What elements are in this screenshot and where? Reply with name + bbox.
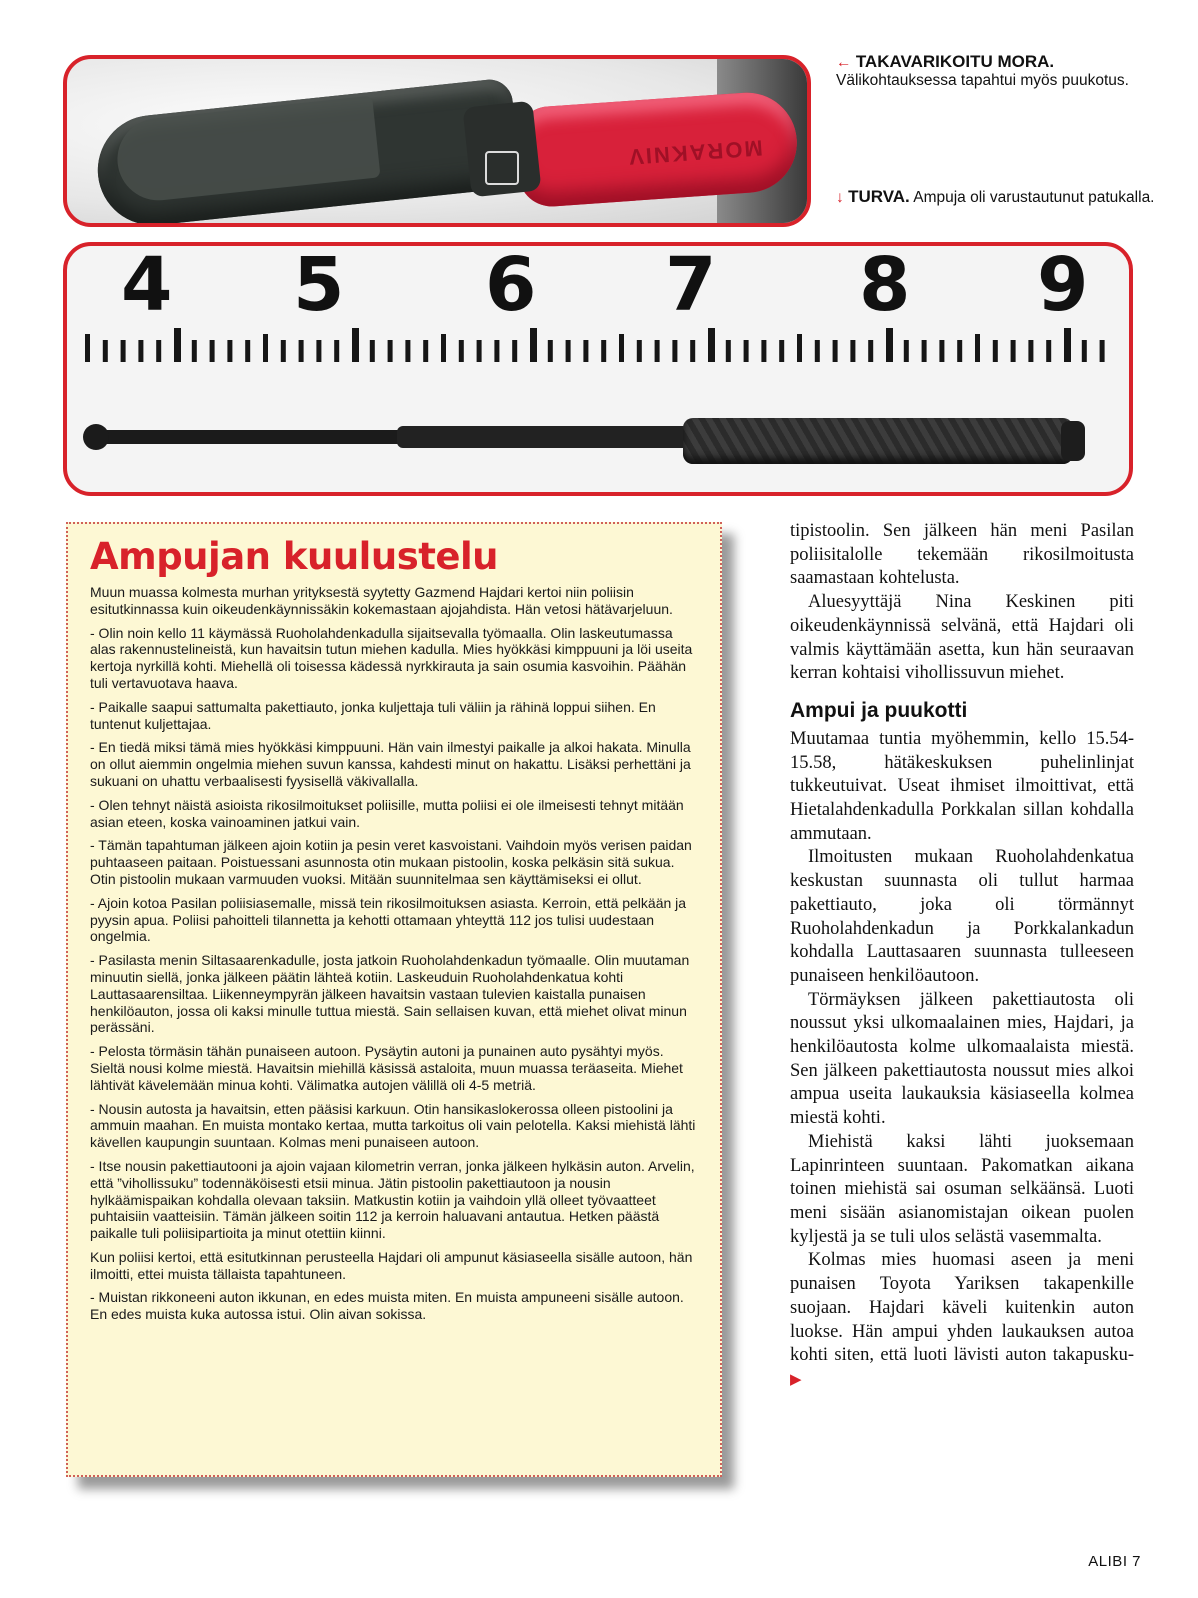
ruler-tick — [1064, 328, 1071, 362]
caption-heading: TURVA. — [848, 187, 910, 206]
ruler-tick — [138, 340, 143, 362]
ruler-tick — [583, 340, 588, 362]
sidebar-body — [90, 584, 700, 1323]
article-body — [790, 728, 1134, 1392]
down-arrow-icon: ↓ — [836, 189, 844, 206]
article-paragraph — [790, 846, 1134, 988]
mora-logo-icon — [485, 151, 519, 185]
article-paragraph — [790, 1131, 1134, 1250]
interrogation-sidebar — [66, 522, 722, 1477]
ruler-tick — [85, 334, 90, 362]
ruler-tick — [797, 334, 802, 362]
left-arrow-icon: ← — [836, 54, 852, 71]
ruler-tick — [210, 340, 215, 362]
article-paragraph-text: Miehistä kaksi lähti juoksemaan Lapinrinteen suuntaan. Pakomatkan aikana toinen miehistä sai osuman selkäänsä. Luoti meni sisään asianomistajan oikean puolen kyljestä ja se tuli ulos selästä vasemmalta. — [790, 1131, 1134, 1247]
ruler-tick — [459, 340, 464, 362]
ruler-tick — [512, 340, 517, 362]
sidebar-paragraph: - En tiedä miksi tämä mies hyökkäsi kimppuuni. Hän vain ilmestyi paikalle ja alkoi hakata. Minulla on ollut aiemmin ongelmia miehen suvun kanssa, kahdesti minut on hakattu. Lisäksi perhettäni ja sukuani on uhattu verbaalisesti fyysisellä väkivallalla. — [90, 739, 691, 789]
sidebar-paragraph: - Tämän tapahtuman jälkeen ajoin kotiin ja pesin veret kasvoistani. Vaihdoin myös verisen paidan puhtaaseen paitaan. Poistuessani asunnosta otin mukaan pistoolin, koska pelkäsin sitä sukua. Otin pistoolin mukaan varmuuden vuoksi. Mitään suunnitelmaa sen käyttämiseksi ei ollut. — [90, 837, 692, 887]
article-column — [790, 520, 1134, 1392]
ruler-number: 8 — [859, 242, 911, 328]
ruler-tick — [779, 340, 784, 362]
article-paragraph: tipistoolin. Sen jälkeen hän meni Pasilan poliisitalolle tekemään rikosilmoitusta saamastaan kohtelusta. — [790, 521, 1134, 589]
baton-end-cap — [1061, 421, 1085, 461]
ruler-number: 5 — [293, 242, 345, 328]
ruler-tick — [352, 328, 359, 362]
ruler-tick — [993, 340, 998, 362]
ruler-number: 9 — [1037, 242, 1089, 328]
ruler-tick — [1046, 340, 1051, 362]
page-folio: ALIBI 7 — [1088, 1553, 1141, 1570]
baton-grip — [683, 418, 1073, 464]
sidebar-paragraph: - Paikalle saapui sattumalta pakettiauto, jonka kuljettaja tuli väliin ja rähinä loppui siihen. En tuntenut kuljettajaa. — [90, 698, 656, 732]
sidebar-paragraph: - Pasilasta menin Siltasaarenkadulle, josta jatkoin Ruoholahdenkadun työmaalle. Olin muutaman minuutin siellä, jonka jälkeen päätin lähteä kotiin. Laskeuduin Ruoholahdenkatua kohti Lauttasaarensiltaa. Liikenneympyrän jälkeen havaitsin vastaan tulevien kaistalla punaisen henkilöauton, jossa oli kaksi minulle tuttua miestä. Sain sellaisen kuvan, että miehet olivat minun perässäni. — [90, 952, 690, 1036]
article-paragraph-text: Ilmoitusten mukaan Ruoholahdenkatua keskustan suunnasta oli tullut harmaa pakettiauto, joka oli törmännyt Ruoholahdenkadun ja Porkkalankadun kohdalla Lauttasaaren suunnasta tulleeseen punaiseen henkilöautoon. — [790, 847, 1134, 986]
ruler-tick — [744, 340, 749, 362]
sidebar-paragraph: - Ajoin kotoa Pasilan poliisiasemalle, missä tein rikosilmoituksen asiasta. Kerroin, että pelkään ja pyysin apua. Poliisi pahoitteli tilannetta ja kehotti ottamaan yhteyttä 112 jos tulisi uudestaan ongelmia. — [90, 894, 687, 945]
article-paragraph — [790, 1249, 1134, 1391]
ruler-tick — [174, 328, 181, 362]
ruler-tick — [957, 340, 962, 362]
ruler-number: 6 — [485, 242, 537, 328]
ruler-tick — [370, 340, 375, 362]
ruler-tick — [761, 340, 766, 362]
sidebar-paragraph: - Pelosta törmäsin tähän punaiseen autoon. Pysäytin autoni ja punainen auto pysähtyi myös. Sieltä nousi kolme miestä. Havaitsin miehillä käsissä astaloita, muun muassa teräaseita. Miehet lähtivät kävelemään minua kohti. Välimatka autojen välillä oli 4-5 metriä. — [90, 1043, 683, 1093]
ruler-tick — [708, 328, 715, 362]
ruler-tick — [245, 340, 250, 362]
ruler-tick — [299, 340, 304, 362]
article-intro — [790, 520, 1134, 686]
sidebar-paragraph: Kun poliisi kertoi, että esitutkinnan perusteella Hajdari oli ampunut käsiaseella sisälle autoon, hän ilmoitti, ettei muista tällaista tapahtuneen. — [90, 1248, 693, 1282]
ruler-tick — [939, 340, 944, 362]
ruler-tick — [975, 334, 980, 362]
ruler-tick — [1082, 340, 1087, 362]
ruler-tick — [655, 340, 660, 362]
sidebar-paragraph: - Itse nousin pakettiautooni ja ajoin vajaan kilometrin verran, jonka jälkeen hylkäsin auton. Arvelin, että ”vihollissuku” todennäköisesti etsii minua. Jätin pistoolin pakettiautoon ja nousin hylkäämispaikan kohdalla olevaan taksiin. Matkustin kotiin ja vaihdoin yllä olleet työvaatteet puhtaisiin vaatteisiin. Tämän jälkeen soitin 112 ja kerroin haluavani antautua. Hetken päästä paikalle tuli poliisipartioita ja minut otettiin kiinni. — [90, 1157, 695, 1242]
continue-arrow-icon: ▶ — [790, 1369, 802, 1388]
ruler-tick — [868, 340, 873, 362]
caption-text: Ampuja oli varustautunut patukalla. — [913, 189, 1155, 206]
sidebar-paragraph: - Olin noin kello 11 käymässä Ruoholahdenkadulla sijaitsevalla työmaalla. Olin laskeutumassa alas rakennustelineistä, kun havaitsin tutun miehen kadulla. Mies hyökkäsi kimppuuni ja löi useita kertoja nyrkillä kohti. Miehellä oli toisessa kädessä nyrkkirauta ja sain osumia kasvoihin. Päähän tuli vertavuotava haava. — [90, 624, 693, 691]
article-paragraph-text: Kolmas mies huomasi aseen ja meni punaisen Toyota Yariksen takapenkille suojaan. Hajdari käveli kuitenkin auton luokse. Hän ampui yhden laukauksen autoa kohti siten, että luoti lävisti auton takapusku- — [790, 1250, 1134, 1366]
ruler-tick — [477, 340, 482, 362]
article-paragraph — [790, 728, 1134, 847]
article-paragraph-text: Törmäyksen jälkeen pakettiautosta oli noussut yksi ulkomaalainen mies, Hajdari, ja henkilöautosta kolme ulkomaalaista miestä. Sen jälkeen pakettiautosta noussut mies alkoi ampua useita laukauksia käsiaseella kolmea miestä kohti. — [790, 989, 1134, 1129]
ruler-tick — [334, 340, 339, 362]
ruler-tick — [1011, 340, 1016, 362]
knife-brand-text: MORAKNIV — [626, 135, 764, 170]
ruler-tick — [886, 328, 893, 362]
ruler-tick — [1100, 340, 1105, 362]
ruler-tick — [121, 340, 126, 362]
ruler-tick — [316, 340, 321, 362]
baton-middle — [397, 426, 697, 448]
caption-text: Välikohtauksessa tapahtui myös puukotus. — [836, 72, 1129, 89]
baton-photo — [63, 242, 1133, 496]
ruler-number: 7 — [665, 242, 717, 328]
ruler-tick — [548, 340, 553, 362]
ruler-tick — [922, 340, 927, 362]
ruler-tick — [1028, 340, 1033, 362]
ruler-tick — [388, 340, 393, 362]
ruler-tick — [441, 334, 446, 362]
sidebar-paragraph: - Nousin autosta ja havaitsin, etten pääsisi karkuun. Otin hansikaslokerossa olleen pistoolini ja ammuin maahan. En muista montako kertaa, mutta tarkoitus oli vain pelotella. Kaksi miehistä lähti kävellen kaupungin suuntaan. Kolmas meni punaiseen autoon. — [90, 1100, 696, 1151]
knife-caption — [836, 53, 1156, 90]
ruler-tick — [405, 340, 410, 362]
ruler-tick — [103, 340, 108, 362]
ruler-tick — [637, 340, 642, 362]
ruler-numbers — [67, 242, 1129, 328]
sidebar-title: Ampujan kuulustelu — [90, 535, 499, 578]
article-paragraph — [790, 989, 1134, 1131]
ruler-tick — [227, 340, 232, 362]
ruler-tick — [850, 340, 855, 362]
ruler-tick — [192, 340, 197, 362]
ruler-number: 4 — [121, 242, 173, 328]
ruler-tick — [690, 340, 695, 362]
ruler-tick — [833, 340, 838, 362]
ruler-tick — [726, 340, 731, 362]
sidebar-paragraph: Muun muassa kolmesta murhan yrityksestä syytetty Gazmend Hajdari kertoi niin poliisin esitutkinnassa kuin oikeudenkäynnissäkin kokemastaan ajojahdista. Hän vetosi hätävarjeluun. — [90, 584, 673, 617]
ruler-tick — [423, 340, 428, 362]
knife-photo — [63, 55, 811, 227]
article-paragraph: Aluesyyttäjä Nina Keskinen piti oikeudenkäynnissä selvänä, että Hajdari oli valmis käyttämään asetta, kun hän seuraavan kerran kohtaisi vihollissuvun miehet. — [790, 592, 1134, 684]
ruler-tick — [672, 340, 677, 362]
baton-caption — [836, 188, 1156, 207]
caption-heading: TAKAVARIKOITU MORA. — [855, 52, 1055, 71]
ruler-tick — [815, 340, 820, 362]
sidebar-paragraph: - Muistan rikkoneeni auton ikkunan, en edes muista miten. En muista ampuneeni sisälle autoon. En edes muista kuka autossa istui. Olin aivan sokissa. — [90, 1289, 684, 1323]
ruler-ticks — [81, 328, 1111, 362]
sidebar-paragraph: - Olen tehnyt näistä asioista rikosilmoitukset poliisille, mutta poliisi ei ole ilmeisesti tehnyt mitään asian eteen, koska vainoaminen jatkui vain. — [90, 796, 684, 830]
article-subheading: Ampui ja puukotti — [790, 698, 968, 722]
ruler-tick — [530, 328, 537, 362]
baton-tip — [83, 424, 109, 450]
ruler-tick — [601, 340, 606, 362]
ruler-tick — [156, 340, 161, 362]
ruler-tick — [281, 340, 286, 362]
article-paragraph-text: Muutamaa tuntia myöhemmin, kello 15.54-15.58, hätäkeskuksen puhelinlinjat tukkeutuivat. Useat ihmiset ilmoittivat, että Hietalahdenkadulla Porkkalan sillan kohdalla ammutaan. — [790, 728, 1134, 844]
ruler-tick — [263, 334, 268, 362]
ruler-tick — [494, 340, 499, 362]
ruler-tick — [566, 340, 571, 362]
ruler-tick — [619, 334, 624, 362]
ruler-tick — [904, 340, 909, 362]
